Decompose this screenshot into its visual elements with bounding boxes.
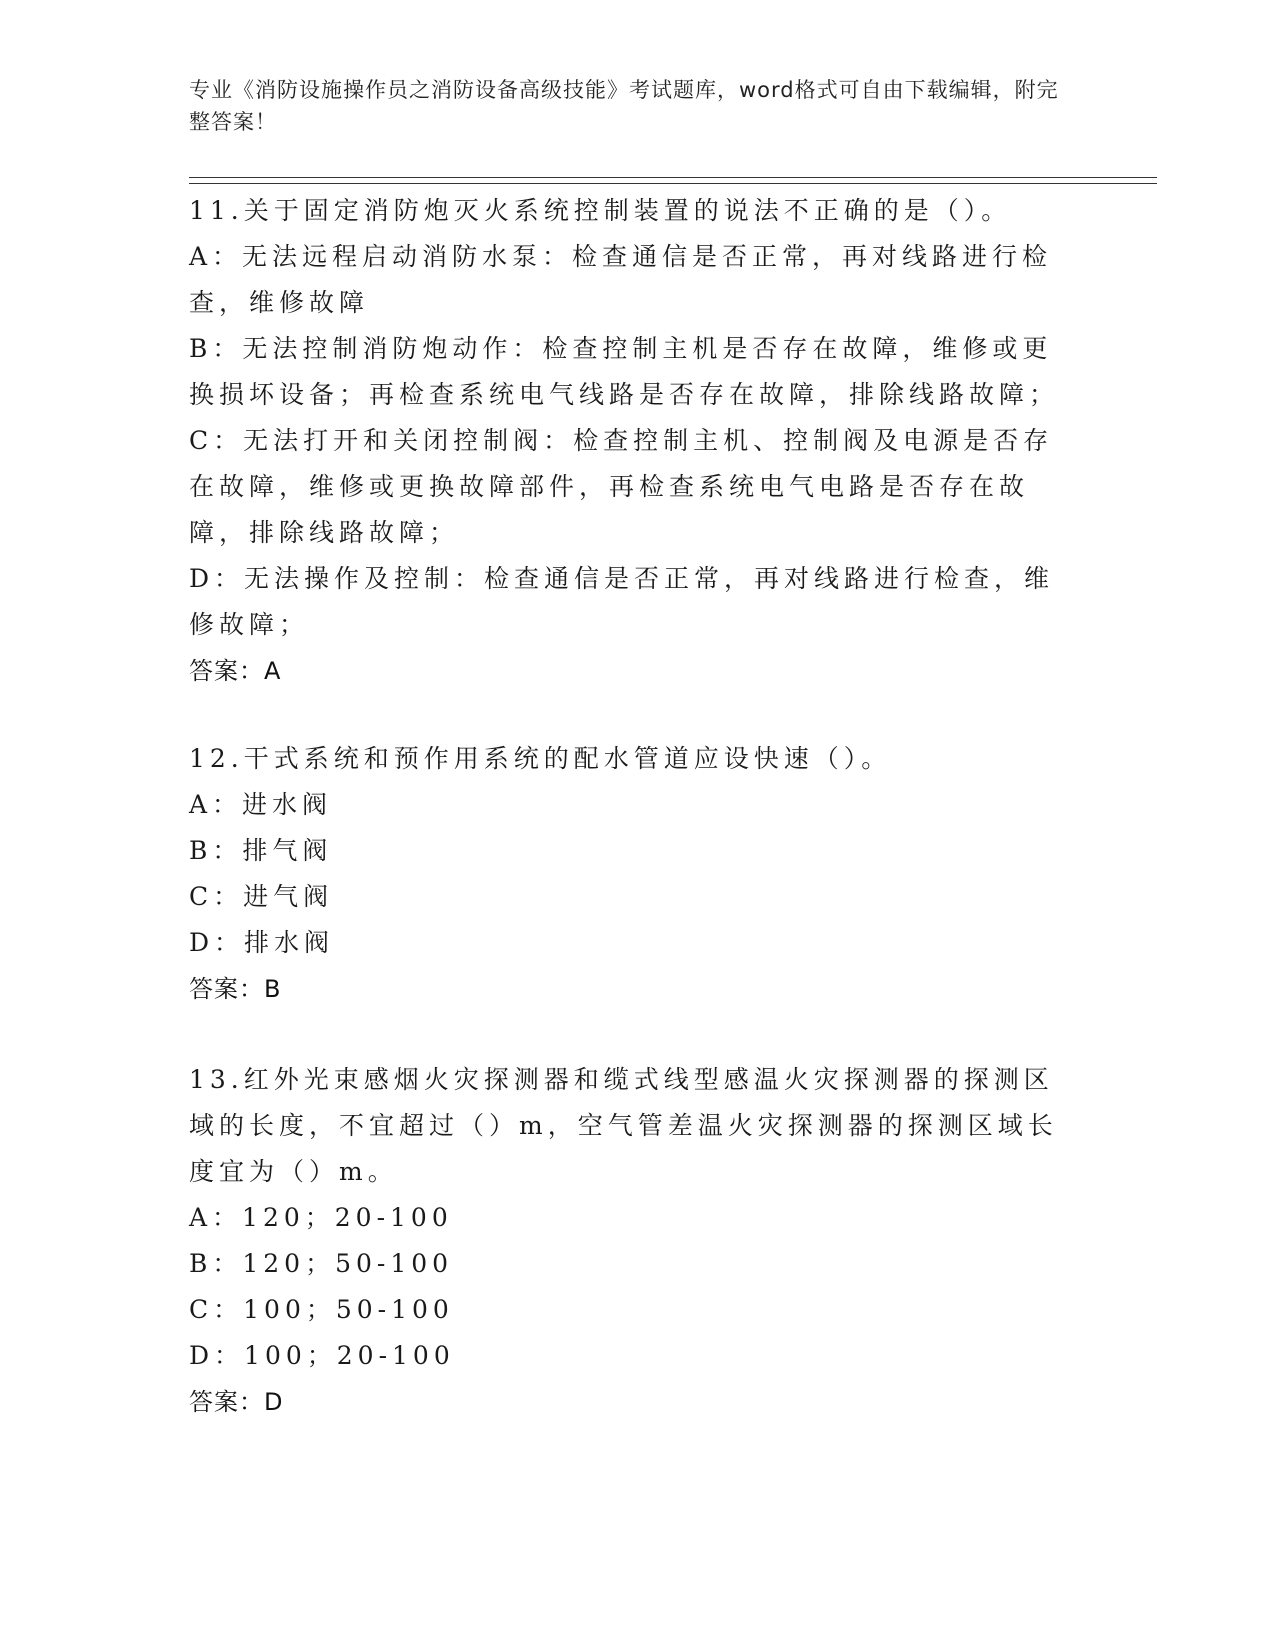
- header-divider-top: [189, 177, 1157, 178]
- option-a: A：120；20-100: [189, 1203, 453, 1232]
- option-b: B：120；50-100: [189, 1249, 454, 1278]
- option-c: C：无法打开和关闭控制阀：检查控制主机、控制阀及电源是否存在故障，维修或更换故障部件，再检查系统电气电路是否存在故障，排除线路故障；: [189, 426, 1054, 547]
- question-13: [189, 1057, 1069, 1425]
- question-stem: 12.干式系统和预作用系统的配水管道应设快速（）。: [189, 744, 892, 773]
- header-text: 专业《消防设施操作员之消防设备高级技能》考试题库，word格式可自由下载编辑，附完整答案！: [189, 78, 1059, 134]
- document-header: [189, 74, 1069, 138]
- question-11: [189, 188, 1069, 694]
- question-stem: 13.红外光束感烟火灾探测器和缆式线型感温火灾探测器的探测区域的长度，不宜超过（）m，空气管差温火灾探测器的探测区域长度宜为（）m。: [189, 1065, 1058, 1186]
- option-c: C：进气阀: [189, 882, 334, 911]
- option-a: A：无法远程启动消防水泵：检查通信是否正常，再对线路进行检查，维修故障: [189, 242, 1053, 317]
- question-stem: 11.关于固定消防炮灭火系统控制装置的说法不正确的是（）。: [189, 196, 1012, 225]
- option-b: B：排气阀: [189, 836, 333, 865]
- header-divider-bottom: [189, 183, 1157, 184]
- option-c: C：100；50-100: [189, 1295, 454, 1324]
- answer: 答案：A: [189, 657, 282, 685]
- option-d: D：100；20-100: [189, 1341, 455, 1370]
- option-a: A：进水阀: [189, 790, 333, 819]
- answer: 答案：D: [189, 1388, 284, 1416]
- option-d: D：排水阀: [189, 928, 335, 957]
- question-12: [189, 736, 1069, 1012]
- option-d: D：无法操作及控制：检查通信是否正常，再对线路进行检查，维修故障；: [189, 564, 1055, 639]
- answer: 答案：B: [189, 975, 282, 1003]
- option-b: B：无法控制消防炮动作：检查控制主机是否存在故障，维修或更换损坏设备；再检查系统电气线路是否存在故障，排除线路故障；: [189, 334, 1060, 409]
